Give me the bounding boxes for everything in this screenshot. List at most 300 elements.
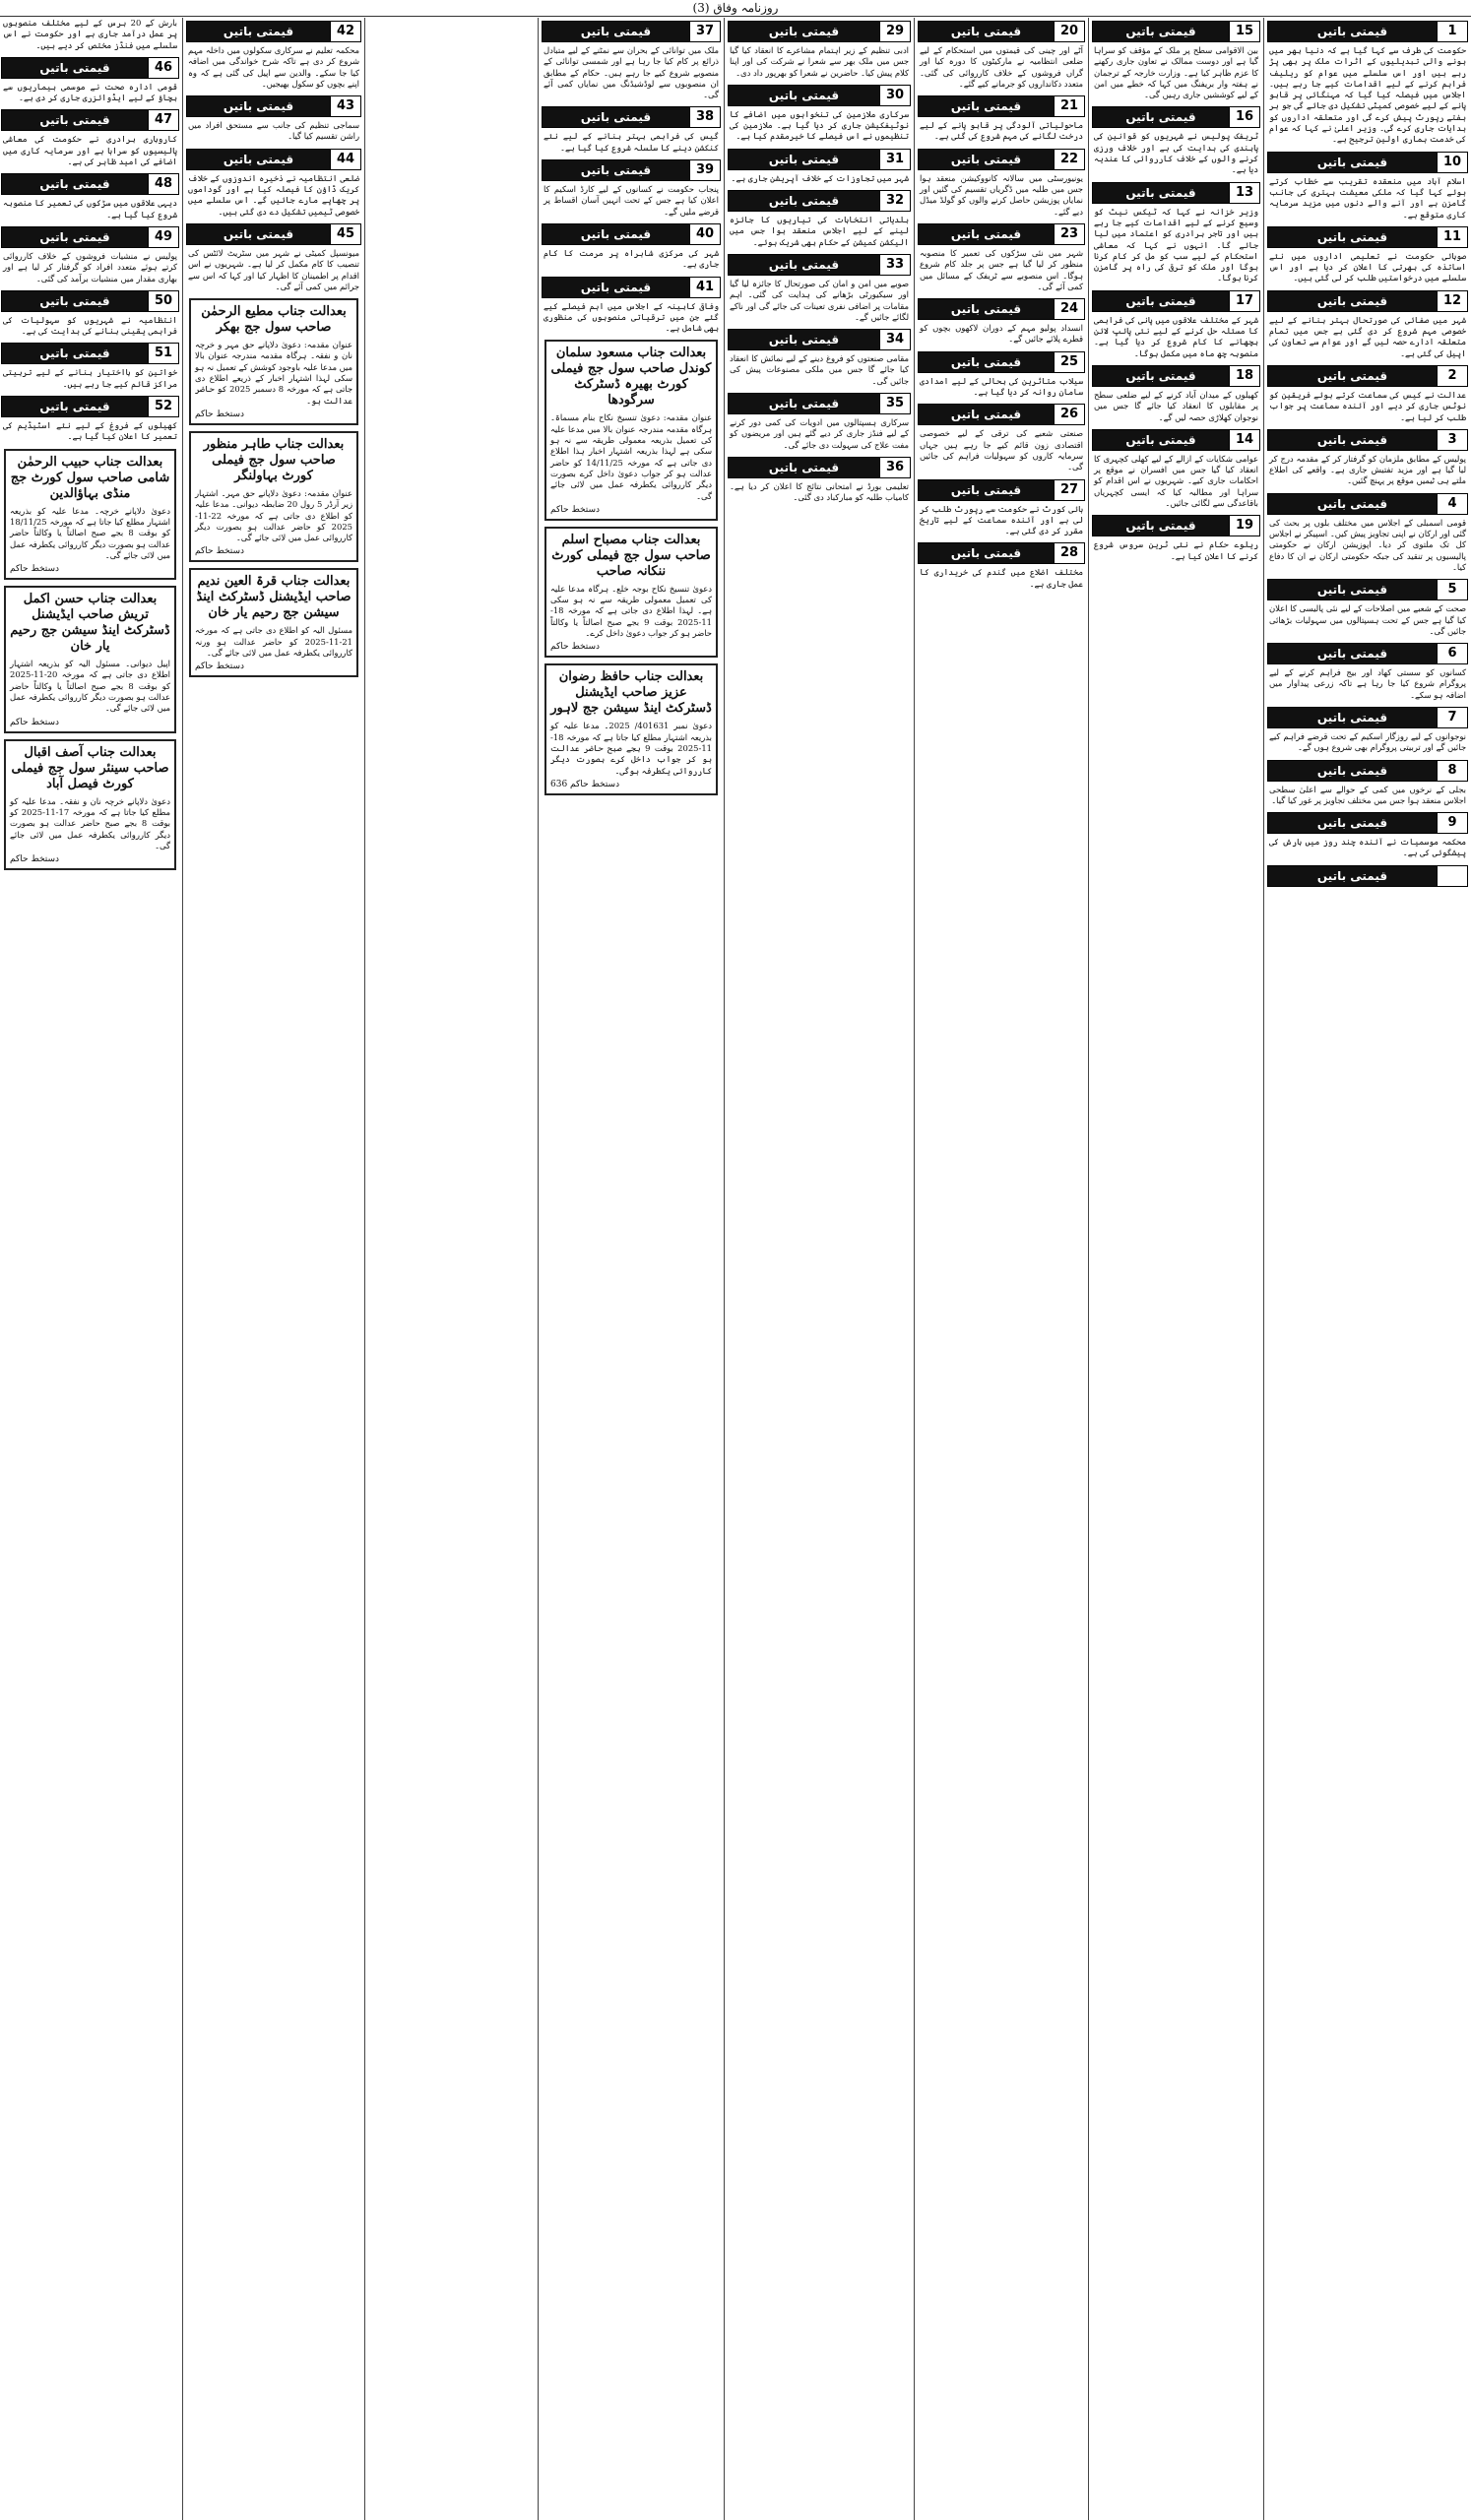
section-number: 15 bbox=[1229, 22, 1259, 41]
article bbox=[917, 21, 1086, 90]
article bbox=[917, 404, 1086, 472]
section-header bbox=[918, 542, 1085, 564]
court-notice-signature: دستخط حاکم bbox=[195, 546, 245, 557]
court-notice-title: بعدالت جناب قرۃ العین ندیم صاحب ایڈیشنل ڈسٹرکٹ اینڈ سیشن جج رحیم یار خان bbox=[196, 574, 352, 621]
article bbox=[185, 223, 362, 292]
section-header bbox=[1092, 21, 1260, 42]
column-1 bbox=[1266, 18, 1469, 2518]
section-header bbox=[1092, 290, 1260, 312]
section-number: 36 bbox=[879, 458, 910, 477]
section-number: 19 bbox=[1229, 516, 1259, 536]
section-header bbox=[1, 396, 179, 417]
section-header bbox=[1267, 812, 1468, 834]
section-header bbox=[1267, 152, 1468, 173]
article-text: صنعتی شعبے کی ترقی کے لیے خصوصی اقتصادی زون قائم کیے جا رہے ہیں جہاں سرمایہ کاروں کو سہولیات فراہم کی جائیں گی۔ bbox=[920, 428, 1083, 472]
court-notice bbox=[4, 739, 176, 870]
column-5 bbox=[541, 18, 722, 2518]
section-number: 28 bbox=[1054, 543, 1084, 563]
court-notice bbox=[544, 527, 718, 658]
section-header bbox=[1267, 760, 1468, 782]
section-label: قیمتی باتیں bbox=[1093, 291, 1229, 311]
article-text: سرکاری ہسپتالوں میں ادویات کی کمی دور کرنے کے لیے فنڈز جاری کر دیے گئے ہیں اور مریضوں کو مفت علاج کی سہولت دی جائے گی۔ bbox=[730, 417, 909, 450]
article-text: مختلف اضلاع میں گندم کی خریداری کا عمل جاری ہے۔ bbox=[920, 567, 1083, 589]
section-label: قیمتی باتیں bbox=[919, 352, 1054, 372]
article-text: صوبائی حکومت نے تعلیمی اداروں میں نئے اساتذہ کی بھرتی کا اعلان کر دیا ہے اور اس سلسلے میں درخواستیں طلب کر لی گئی ہیں۔ bbox=[1269, 250, 1466, 284]
section-number: 26 bbox=[1054, 405, 1084, 424]
section-header bbox=[1, 173, 179, 195]
article-text: صوبے میں امن و امان کی صورتحال کا جائزہ لیا گیا اور سیکیورٹی بڑھانے کی ہدایت کی گئی۔ اہم مقامات پر اضافی نفری تعینات کی جائے گی اور ناکے لگائے جائیں گے۔ bbox=[730, 278, 909, 322]
section-number: 20 bbox=[1054, 22, 1084, 41]
court-notice-signature: دستخط حاکم bbox=[10, 564, 60, 575]
article-text: بجلی کے نرخوں میں کمی کے حوالے سے اعلیٰ سطحی اجلاس منعقد ہوا جس میں مختلف تجاویز پر غور کیا گیا۔ bbox=[1269, 784, 1466, 805]
section-header bbox=[1, 57, 179, 79]
column-rule bbox=[914, 18, 915, 2520]
section-header bbox=[728, 85, 911, 106]
article-text: پولیس نے منشیات فروشوں کے خلاف کارروائی کرتے ہوئے متعدد افراد کو گرفتار کر لیا ہے اور بھاری مقدار میں منشیات برآمد کی گئی۔ bbox=[3, 250, 177, 284]
section-header bbox=[1267, 643, 1468, 664]
section-label: قیمتی باتیں bbox=[729, 394, 879, 413]
article bbox=[1266, 493, 1469, 573]
article-text: ضلعی انتظامیہ نے ذخیرہ اندوزوں کے خلاف کریک ڈاؤن کا فیصلہ کیا ہے اور گوداموں پر چھاپے مارے جائیں گے۔ اس سلسلے میں خصوصی ٹیمیں تشکیل دے دی گئی ہیں۔ bbox=[188, 172, 359, 217]
section-number: 31 bbox=[879, 150, 910, 169]
article bbox=[185, 21, 362, 90]
section-number: 32 bbox=[879, 191, 910, 211]
article-text: شہر میں نئی سڑکوں کی تعمیر کا منصوبہ منظور کر لیا گیا ہے جس پر جلد کام شروع ہوگا۔ اس منصوبے سے ٹریفک کے مسائل میں کمی آئے گی۔ bbox=[920, 247, 1083, 291]
article-text: سرکاری ملازمین کی تنخواہوں میں اضافے کا نوٹیفکیشن جاری کر دیا گیا ہے۔ ملازمین کی تنظیموں نے اس فیصلے کا خیرمقدم کیا ہے۔ bbox=[730, 108, 909, 142]
article bbox=[1266, 643, 1469, 701]
section-label: قیمتی باتیں bbox=[919, 150, 1054, 169]
article-text: وفاقی کابینہ کے اجلاس میں اہم فیصلے کیے گئے جن میں ترقیاتی منصوبوں کی منظوری بھی شامل ہے۔ bbox=[544, 300, 719, 334]
article-text: محکمہ موسمیات نے آئندہ چند روز میں بارش کی پیشگوئی کی ہے۔ bbox=[1269, 837, 1466, 858]
article bbox=[0, 396, 180, 443]
article bbox=[917, 223, 1086, 292]
column-rule bbox=[724, 18, 725, 2520]
section-header bbox=[1267, 290, 1468, 312]
article-text: قومی اسمبلی کے اجلاس میں مختلف بلوں پر بحث کی گئی اور ارکان نے اپنی تجاویز پیش کیں۔ اسپیکر نے اجلاس کل تک ملتوی کر دیا۔ اپوزیشن ارکان نے حکومتی پالیسیوں پر تنقید کی جبکہ حکومتی ارکان نے ان کا دفاع کیا۔ bbox=[1269, 517, 1466, 572]
section-header bbox=[918, 298, 1085, 320]
article bbox=[185, 95, 362, 143]
article-text: محکمہ تعلیم نے سرکاری سکولوں میں داخلہ مہم شروع کر دی ہے تاکہ شرح خواندگی میں اضافہ کیا جا سکے۔ والدین سے اپیل کی گئی ہے کہ وہ اپنے بچوں کو سکول بھیجیں۔ bbox=[188, 45, 359, 89]
section-number: 13 bbox=[1229, 183, 1259, 203]
section-number: 27 bbox=[1054, 480, 1084, 500]
column-rule bbox=[364, 18, 365, 2520]
article bbox=[1091, 21, 1261, 100]
article-text: شہر میں صفائی کی صورتحال بہتر بنانے کے لیے خصوصی مہم شروع کر دی گئی ہے جس میں تمام متعلقہ ادارے حصہ لیں گے اور عوام سے تعاون کی اپیل کی گئی ہے۔ bbox=[1269, 314, 1466, 358]
article-text: بارش کے 20 برس کے لیے مختلف منصوبوں پر عمل درآمد جاری ہے اور حکومت نے اس سلسلے میں فنڈز مختص کر دیے ہیں۔ bbox=[3, 18, 177, 50]
section-label: قیمتی باتیں bbox=[1268, 580, 1437, 599]
article-text: صحت کے شعبے میں اصلاحات کے لیے نئی پالیسی کا اعلان کیا گیا ہے جس کے تحت ہسپتالوں میں سہولیات بڑھائی جائیں گی۔ bbox=[1269, 603, 1466, 636]
article bbox=[541, 106, 722, 154]
court-notice bbox=[544, 663, 718, 794]
section-label: قیمتی باتیں bbox=[919, 480, 1054, 500]
article-text: ٹریفک پولیس نے شہریوں کو قوانین کی پابندی کی ہدایت کی ہے اور خلاف ورزی کرنے والوں کے خلاف کارروائی کا عندیہ دیا ہے۔ bbox=[1094, 131, 1258, 175]
section-label: قیمتی باتیں bbox=[2, 344, 148, 363]
court-notice-signature: دستخط حاکم bbox=[10, 717, 60, 727]
section-header bbox=[1267, 21, 1468, 42]
section-label: قیمتی باتیں bbox=[1268, 227, 1437, 247]
section-header bbox=[728, 149, 911, 170]
section-number: 33 bbox=[879, 255, 910, 275]
article-text: اسلام آباد میں منعقدہ تقریب سے خطاب کرتے ہوئے کہا گیا کہ ملکی معیشت بہتری کی جانب گامزن ہے اور آنے والے دنوں میں مزید سرمایہ کاری متوقع ہے۔ bbox=[1269, 175, 1466, 220]
article-text: ملک میں توانائی کے بحران سے نمٹنے کے لیے متبادل ذرائع پر کام کیا جا رہا ہے اور شمسی توانائی کے منصوبے شروع کیے جا رہے ہیں۔ حکام کے مطابق ان منصوبوں سے لوڈشیڈنگ میں نمایاں کمی آئے گی۔ bbox=[544, 45, 719, 100]
article-text: کسانوں کو سستی کھاد اور بیج فراہم کرنے کے لیے پروگرام شروع کیا جا رہا ہے تاکہ زرعی پیداوار میں اضافہ ہو سکے۔ bbox=[1269, 667, 1466, 700]
section-number: 30 bbox=[879, 86, 910, 105]
article-text: پنجاب حکومت نے کسانوں کے لیے کارڈ اسکیم کا اعلان کیا ہے جس کے تحت انہیں آسان اقساط پر قرضے ملیں گے۔ bbox=[544, 184, 719, 217]
court-notice bbox=[189, 568, 358, 677]
article bbox=[1266, 152, 1469, 220]
column-2 bbox=[1091, 18, 1261, 2518]
article-text: یونیورسٹی میں سالانہ کانووکیشن منعقد ہوا جس میں طلبہ میں ڈگریاں تقسیم کی گئیں اور نمایاں پوزیشن حاصل کرنے والوں کو گولڈ میڈل دیے گئے۔ bbox=[920, 172, 1083, 217]
article-text: کھیلوں کے میدان آباد کرنے کے لیے ضلعی سطح پر مقابلوں کا انعقاد کیا جائے گا جس میں نوجوان کھلاڑی حصہ لیں گے۔ bbox=[1094, 389, 1258, 422]
section-number: 4 bbox=[1437, 494, 1467, 514]
section-header bbox=[918, 404, 1085, 425]
article bbox=[727, 457, 912, 504]
section-label: قیمتی باتیں bbox=[919, 22, 1054, 41]
court-notice-body: دعویٰ نمبر 401631/ 2025۔ مدعا علیہ کو بذریعہ اشتہار مطلع کیا جاتا ہے کہ مورخہ 18-11-2025 بوقت 9 بجے صبح حاضر عدالت ہو کر جواب داخل کرے بصورت دیگر کارروائی یکطرفہ ہوگی۔ bbox=[550, 721, 712, 776]
section-number: 39 bbox=[689, 160, 720, 180]
section-label: قیمتی باتیں bbox=[1268, 708, 1437, 727]
section-header bbox=[1267, 365, 1468, 387]
section-label: قیمتی باتیں bbox=[1268, 291, 1437, 311]
section-label: قیمتی باتیں bbox=[919, 224, 1054, 244]
article-text: ہائی کورٹ نے حکومت سے رپورٹ طلب کر لی ہے اور آئندہ سماعت کے لیے تاریخ مقرر کر دی گئی ہے۔ bbox=[920, 503, 1083, 536]
article-text: شہر کے مختلف علاقوں میں پانی کی فراہمی کا مسئلہ حل کرنے کے لیے نئی پائپ لائن بچھانے کا کام شروع کر دیا گیا ہے۔ منصوبہ چھ ماہ میں مکمل ہوگا۔ bbox=[1094, 314, 1258, 358]
section-number: 8 bbox=[1437, 761, 1467, 781]
section-number: 50 bbox=[148, 291, 178, 311]
section-header bbox=[186, 95, 361, 117]
section-header bbox=[1, 290, 179, 312]
section-number: 18 bbox=[1229, 366, 1259, 386]
section-number: 29 bbox=[879, 22, 910, 41]
section-label: قیمتی باتیں bbox=[919, 96, 1054, 116]
section-number: 37 bbox=[689, 22, 720, 41]
article bbox=[727, 85, 912, 143]
article bbox=[0, 57, 180, 104]
section-label: قیمتی باتیں bbox=[1093, 366, 1229, 386]
article bbox=[917, 95, 1086, 143]
article bbox=[0, 109, 180, 167]
article bbox=[1091, 515, 1261, 562]
article bbox=[917, 542, 1086, 590]
article bbox=[727, 393, 912, 451]
column-rule bbox=[538, 18, 539, 2520]
court-notice-signature: دستخط حاکم 636 bbox=[550, 779, 620, 789]
article bbox=[1091, 429, 1261, 509]
section-label: قیمتی باتیں bbox=[1093, 430, 1229, 450]
section-header bbox=[542, 21, 721, 42]
section-number: 7 bbox=[1437, 708, 1467, 727]
section-header bbox=[1092, 106, 1260, 128]
article bbox=[727, 149, 912, 184]
section-header bbox=[1267, 865, 1468, 887]
section-header bbox=[728, 190, 911, 212]
section-label: قیمتی باتیں bbox=[729, 22, 879, 41]
article-text: مقامی صنعتوں کو فروغ دینے کے لیے نمائش کا انعقاد کیا جائے گا جس میں ملکی مصنوعات پیش کی جائیں گی۔ bbox=[730, 353, 909, 386]
section-label: قیمتی باتیں bbox=[543, 22, 689, 41]
section-header bbox=[1, 343, 179, 364]
court-notice bbox=[4, 586, 176, 732]
section-number: 48 bbox=[148, 174, 178, 194]
court-notice-body: اپیل دیوانی۔ مسئول الیہ کو بذریعہ اشتہار اطلاع دی جاتی ہے کہ مورخہ 20-11-2025 کو بوقت 8 بجے صبح اصالتاً یا وکالتاً حاضر عدالت ہو بصورت دیگر کارروائی یکطرفہ عمل میں لائی جائے گی۔ bbox=[10, 659, 170, 714]
section-header bbox=[918, 479, 1085, 501]
article bbox=[1266, 290, 1469, 359]
section-label: قیمتی باتیں bbox=[2, 174, 148, 194]
section-header bbox=[186, 21, 361, 42]
section-label: قیمتی باتیں bbox=[1093, 107, 1229, 127]
article bbox=[1091, 182, 1261, 284]
section-header bbox=[1267, 707, 1468, 728]
article-text: سیلاب متاثرین کی بحالی کے لیے امدادی سامان روانہ کر دیا گیا ہے۔ bbox=[920, 375, 1083, 398]
article bbox=[1266, 707, 1469, 754]
section-label: قیمتی باتیں bbox=[1268, 22, 1437, 41]
section-header bbox=[186, 223, 361, 245]
section-number: 38 bbox=[689, 107, 720, 127]
article bbox=[1266, 429, 1469, 487]
section-label: قیمتی باتیں bbox=[2, 227, 148, 247]
section-number: 40 bbox=[689, 224, 720, 244]
section-number: 6 bbox=[1437, 644, 1467, 663]
article bbox=[727, 190, 912, 248]
section-header bbox=[728, 457, 911, 478]
court-notice-body: عنوان مقدمہ: دعویٰ تنسیخ نکاح بنام مسماۃ۔ ہرگاہ مقدمہ مندرجہ عنوان بالا میں مدعا علیہ کی تعمیل بذریعہ معمولی طریقہ سے نہ ہو سکی ہے لہذا بذریعہ اشتہار اخبار ہذا اطلاع دی جاتی ہے کہ مورخہ 14/11/25 کو حاضر عدالت ہو کر جواب دعویٰ داخل کرے بصورت دیگر کارروائی یکطرفہ عمل میں لائی جائے گی۔ bbox=[550, 412, 712, 501]
section-header bbox=[918, 21, 1085, 42]
section-header bbox=[1267, 493, 1468, 515]
court-notice-title: بعدالت جناب حسن اکمل تریش صاحب ایڈیشنل ڈسٹرکٹ اینڈ سیشن جج رحیم یار خان bbox=[10, 592, 170, 655]
article bbox=[0, 343, 180, 390]
article-text: وزیر خزانہ نے کہا کہ ٹیکس نیٹ کو وسیع کرنے کے لیے اقدامات کیے جا رہے ہیں اور تاجر برادری کو اعتماد میں لیا جائے گا۔ انہوں نے کہا کہ معاشی استحکام کے لیے سب کو مل کر کام کرنا ہوگا اور ملک کو ترقی کی راہ پر گامزن کرنا ہوگا۔ bbox=[1094, 206, 1258, 284]
article-text: شہر کی مرکزی شاہراہ پر مرمت کا کام جاری ہے۔ bbox=[544, 247, 719, 270]
section-label: قیمتی باتیں bbox=[919, 405, 1054, 424]
section-number: 16 bbox=[1229, 107, 1259, 127]
section-number: 11 bbox=[1437, 227, 1467, 247]
section-label: قیمتی باتیں bbox=[1093, 183, 1229, 203]
section-number: 49 bbox=[148, 227, 178, 247]
section-label: قیمتی باتیں bbox=[2, 291, 148, 311]
section-header bbox=[1267, 429, 1468, 451]
section-number: 44 bbox=[330, 150, 360, 169]
article bbox=[1266, 812, 1469, 859]
section-number: 21 bbox=[1054, 96, 1084, 116]
court-notice-body: دعویٰ دلاپانے خرچہ نان و نفقہ۔ مدعا علیہ کو مطلع کیا جاتا ہے کہ مورخہ 17-11-2025 کو بوقت 8 بجے صبح حاضر عدالت ہو بصورت دیگر کارروائی یکطرفہ عمل میں لائی جائے گی۔ bbox=[10, 795, 171, 850]
section-header bbox=[1092, 429, 1260, 451]
section-header bbox=[728, 329, 911, 350]
section-header bbox=[1, 109, 179, 131]
article bbox=[917, 298, 1086, 346]
section-header bbox=[918, 223, 1085, 245]
column-rule bbox=[1263, 18, 1264, 2520]
article-text: میونسپل کمیٹی نے شہر میں سٹریٹ لائٹس کی تنصیب کا کام مکمل کر لیا ہے۔ شہریوں نے اس اقدام پر اطمینان کا اظہار کیا اور کہا کہ اس سے جرائم میں کمی آئے گی۔ bbox=[188, 247, 359, 291]
section-header bbox=[542, 277, 721, 298]
section-label: قیمتی باتیں bbox=[1268, 813, 1437, 833]
court-notice-body: دعویٰ تنسیخ نکاح بوجہ خلع۔ ہرگاہ مدعا علیہ کی تعمیل معمولی طریقہ سے نہ ہو سکی ہے۔ لہذا اطلاع دی جاتی ہے کہ مورخہ 18-11-2025 بوقت 9 بجے صبح اصالتاً یا وکالتاً حاضر ہو کر جواب دعویٰ داخل کرے۔ bbox=[550, 583, 712, 639]
article bbox=[0, 290, 180, 338]
section-label: قیمتی باتیں bbox=[1268, 866, 1437, 886]
section-header bbox=[1092, 182, 1260, 204]
section-number: 17 bbox=[1229, 291, 1259, 311]
court-notice bbox=[189, 431, 358, 562]
section-number: 52 bbox=[148, 397, 178, 416]
column-rule bbox=[182, 18, 183, 2520]
section-header bbox=[542, 159, 721, 181]
section-label: قیمتی باتیں bbox=[187, 22, 330, 41]
article bbox=[727, 254, 912, 323]
section-label: قیمتی باتیں bbox=[729, 458, 879, 477]
section-label: قیمتی باتیں bbox=[2, 58, 148, 78]
section-header bbox=[542, 106, 721, 128]
article bbox=[0, 226, 180, 284]
section-label: قیمتی باتیں bbox=[919, 543, 1054, 563]
section-number: 41 bbox=[689, 278, 720, 297]
court-notice bbox=[544, 340, 718, 520]
article bbox=[1266, 365, 1469, 423]
section-number: 24 bbox=[1054, 299, 1084, 319]
column-4 bbox=[727, 18, 912, 2518]
article-text: انتظامیہ نے شہریوں کو سہولیات کی فراہمی یقینی بنانے کی ہدایت کی ہے۔ bbox=[3, 314, 177, 337]
article-text: نوجوانوں کے لیے روزگار اسکیم کے تحت قرضے فراہم کیے جائیں گے اور تربیتی پروگرام بھی شروع ہوں گے۔ bbox=[1269, 730, 1466, 753]
section-label: قیمتی باتیں bbox=[729, 255, 879, 275]
section-number: 10 bbox=[1437, 153, 1467, 172]
section-number: 25 bbox=[1054, 352, 1084, 372]
article-text: شہر میں تجاوزات کے خلاف آپریشن جاری ہے۔ bbox=[731, 172, 909, 183]
section-label: قیمتی باتیں bbox=[2, 110, 148, 130]
section-header bbox=[728, 254, 911, 276]
article bbox=[0, 173, 180, 220]
article-text: پولیس کے مطابق ملزمان کو گرفتار کر کے مقدمہ درج کر لیا گیا ہے اور مزید تفتیش جاری ہے۔ واقعے کی اطلاع ملتے ہی ٹیمیں موقع پر پہنچ گئیں۔ bbox=[1269, 453, 1466, 486]
article-text: ماحولیاتی آلودگی پر قابو پانے کے لیے درخت لگانے کی مہم شروع کی گئی ہے۔ bbox=[920, 120, 1083, 142]
column-3 bbox=[917, 18, 1086, 2518]
court-notice-title: بعدالت جناب مطیع الرحمٰن صاحب سول جج بھکر bbox=[201, 304, 347, 336]
court-notice-signature: دستخط حاکم bbox=[550, 642, 601, 653]
court-notice-title: بعدالت جناب مسعود سلمان کوندل صاحب سول جج فیملی کورٹ بھیرہ ڈسٹرکٹ سرگودھا bbox=[550, 346, 712, 409]
article-text: خواتین کو بااختیار بنانے کے لیے تربیتی مراکز قائم کیے جا رہے ہیں۔ bbox=[3, 367, 177, 389]
section-number: 3 bbox=[1437, 430, 1467, 450]
article-text: بلدیاتی انتخابات کی تیاریوں کا جائزہ لینے کے لیے اجلاس منعقد ہوا جس میں الیکشن کمیشن کے حکام بھی شریک ہوئے۔ bbox=[730, 215, 909, 247]
section-label: قیمتی باتیں bbox=[1268, 494, 1437, 514]
court-notice-title: بعدالت جناب طاہر منظور صاحب سول جج فیملی کورٹ بہاولنگر bbox=[203, 436, 345, 483]
article-text: حکومت کی طرف سے کہا گیا ہے کہ دنیا بھر میں ہونے والی تبدیلیوں کے اثرات ملک پر بھی پڑ رہے ہیں اور اس سلسلے میں عوام کو ریلیف فراہم کرنے کے لیے اقدامات کیے جا رہے ہیں۔ اجلاس میں فیصلہ کیا گیا کہ مہنگائی پر قابو پانے کے لیے خصوصی کمیٹی تشکیل دی جائے گی جو ہر ہفتے رپورٹ پیش کرے گی اور متعلقہ اداروں کو ہدایات جاری کرے گی۔ وزیر اعلیٰ نے کہا کہ عوام کی خدمت ہماری اولین ترجیح ہے۔ bbox=[1269, 45, 1466, 145]
section-label: قیمتی باتیں bbox=[1093, 22, 1229, 41]
section-label: قیمتی باتیں bbox=[187, 150, 330, 169]
article-text: آٹے اور چینی کی قیمتوں میں استحکام کے لیے ضلعی انتظامیہ نے مارکیٹوں کا دورہ کیا اور گراں فروشوں کے خلاف کارروائی کی گئی۔ متعدد دکانداروں کو جرمانے کیے گئے۔ bbox=[920, 45, 1083, 89]
page-title: روزنامہ وفاق (3) bbox=[692, 1, 779, 15]
section-number: 47 bbox=[148, 110, 178, 130]
section-number: 12 bbox=[1437, 291, 1467, 311]
court-notice-body: عنوان مقدمہ: دعویٰ دلاپانے حق مہر و خرچہ نان و نفقہ۔ ہرگاہ مقدمہ مندرجہ عنوان بالا میں مدعا علیہ باوجود کوشش کے تعمیل نہ ہو سکی لہذا اشتہار اخبار کے ذریعے اطلاع دی جاتی ہے کہ مورخہ 8 دسمبر 2025 کو حاضر عدالت ہو۔ bbox=[195, 340, 353, 406]
section-header bbox=[1267, 226, 1468, 248]
column-6 bbox=[185, 18, 362, 2518]
section-header bbox=[728, 21, 911, 42]
article bbox=[727, 21, 912, 79]
section-number: 42 bbox=[330, 22, 360, 41]
column-7 bbox=[0, 18, 180, 2518]
section-label: قیمتی باتیں bbox=[1093, 516, 1229, 536]
article bbox=[1266, 865, 1469, 887]
court-notice-signature: دستخط حاکم bbox=[10, 854, 60, 865]
section-number: 46 bbox=[148, 58, 178, 78]
section-number: 35 bbox=[879, 394, 910, 413]
article bbox=[541, 277, 722, 335]
section-number: 2 bbox=[1437, 366, 1467, 386]
article-text: ریلوے حکام نے نئی ٹرین سروس شروع کرنے کا اعلان کیا ہے۔ bbox=[1094, 539, 1258, 561]
section-header bbox=[918, 351, 1085, 373]
article-text: بین الاقوامی سطح پر ملک کے مؤقف کو سراہا گیا ہے اور دوست ممالک نے تعاون جاری رکھنے کا عزم ظاہر کیا ہے۔ وزارت خارجہ کے ترجمان نے ہفتہ وار بریفنگ میں کہا کہ خطے میں امن کے لیے کوششیں جاری رہیں گی۔ bbox=[1094, 45, 1258, 100]
article bbox=[1091, 290, 1261, 359]
section-header bbox=[186, 149, 361, 170]
article bbox=[0, 18, 180, 51]
court-notice-title: بعدالت جناب حبیب الرحمٰن شامی صاحب سول کورٹ جج منڈی بہاؤالدین bbox=[10, 454, 170, 501]
article-text: عوامی شکایات کے ازالے کے لیے کھلی کچہری کا انعقاد کیا گیا جس میں افسران نے موقع پر احکامات جاری کیے۔ شہریوں نے اس اقدام کو سراہا اور مطالبہ کیا کہ ایسی کچہریاں باقاعدگی سے لگائی جائیں۔ bbox=[1094, 453, 1258, 509]
court-notice-signature: دستخط حاکم bbox=[195, 409, 245, 419]
court-notice bbox=[4, 449, 176, 580]
section-number: 34 bbox=[879, 330, 910, 349]
section-number: 1 bbox=[1437, 22, 1467, 41]
masthead bbox=[0, 0, 1471, 17]
article bbox=[1266, 21, 1469, 146]
court-notice-title: بعدالت جناب آصف اقبال صاحب سینئر سول جج فیملی کورٹ فیصل آباد bbox=[11, 744, 169, 791]
article-text: گیس کی فراہمی بہتر بنانے کے لیے نئے کنکشن دینے کا سلسلہ شروع کیا گیا ہے۔ bbox=[544, 131, 719, 153]
article bbox=[917, 351, 1086, 399]
court-notice-body: دعویٰ دلاپانے خرچہ۔ مدعا علیہ کو بذریعہ اشتہار مطلع کیا جاتا ہے کہ مورخہ 18/11/25 کو بوقت 8 بجے صبح اصالتاً یا وکالتاً حاضر عدالت ہو بصورت دیگر کارروائی یکطرفہ عمل میں لائی جائے گی۔ bbox=[10, 505, 170, 560]
section-label: قیمتی باتیں bbox=[2, 397, 148, 416]
section-label: قیمتی باتیں bbox=[729, 86, 879, 105]
section-header bbox=[918, 95, 1085, 117]
section-label: قیمتی باتیں bbox=[729, 191, 879, 211]
section-number: 9 bbox=[1437, 813, 1467, 833]
section-label: قیمتی باتیں bbox=[543, 160, 689, 180]
section-label: قیمتی باتیں bbox=[729, 150, 879, 169]
article-text: تعلیمی بورڈ نے امتحانی نتائج کا اعلان کر دیا ہے۔ کامیاب طلبہ کو مبارکباد دی گئی۔ bbox=[730, 480, 909, 503]
section-header bbox=[1092, 365, 1260, 387]
court-notice-signature: دستخط حاکم bbox=[550, 504, 601, 515]
section-number: 14 bbox=[1229, 430, 1259, 450]
article bbox=[1266, 579, 1469, 637]
section-number: 43 bbox=[330, 96, 360, 116]
article-text: سماجی تنظیم کی جانب سے مستحق افراد میں راشن تقسیم کیا گیا۔ bbox=[188, 120, 359, 142]
section-label: قیمتی باتیں bbox=[919, 299, 1054, 319]
court-notice-signature: دستخط حاکم bbox=[195, 662, 245, 672]
section-header bbox=[1267, 579, 1468, 600]
article bbox=[541, 21, 722, 100]
court-notice-title: بعدالت جناب مصباح اسلم صاحب سول جج فیملی کورٹ ننکانہ صاحب bbox=[551, 532, 711, 579]
section-header bbox=[728, 393, 911, 414]
section-label: قیمتی باتیں bbox=[543, 224, 689, 244]
section-header bbox=[542, 223, 721, 245]
section-header bbox=[1092, 515, 1260, 536]
article bbox=[1266, 760, 1469, 807]
article-text: کاروباری برادری نے حکومت کی معاشی پالیسیوں کو سراہا ہے اور سرمایہ کاری میں اضافے کی امید ظاہر کی ہے۔ bbox=[3, 134, 177, 167]
section-header bbox=[918, 149, 1085, 170]
section-header bbox=[1, 226, 179, 248]
article bbox=[1266, 226, 1469, 284]
article-text: دیہی علاقوں میں سڑکوں کی تعمیر کا منصوبہ شروع کیا گیا ہے۔ bbox=[3, 198, 177, 220]
court-notice-title: بعدالت جناب حافظ رضوان عزیز صاحب ایڈیشنل ڈسٹرکٹ اینڈ سیشن جج لاہور bbox=[550, 669, 712, 717]
article-text: کھیلوں کے فروغ کے لیے نئے اسٹیڈیم کی تعمیر کا اعلان کیا گیا ہے۔ bbox=[3, 420, 177, 442]
section-label: قیمتی باتیں bbox=[543, 107, 689, 127]
article bbox=[1091, 365, 1261, 423]
section-label: قیمتی باتیں bbox=[187, 96, 330, 116]
article-text: ادبی تنظیم کے زیر اہتمام مشاعرے کا انعقاد کیا گیا جس میں ملک بھر سے شعرا نے شرکت کی اور اپنا کلام پیش کیا۔ حاضرین نے شعرا کو بھرپور داد دی۔ bbox=[730, 45, 909, 78]
section-label: قیمتی باتیں bbox=[187, 224, 330, 244]
court-notice bbox=[189, 298, 358, 425]
article-text: قومی ادارہ صحت نے موسمی بیماریوں سے بچاؤ کے لیے ایڈوائزری جاری کر دی ہے۔ bbox=[3, 81, 177, 103]
article bbox=[185, 149, 362, 218]
section-label: قیمتی باتیں bbox=[543, 278, 689, 297]
article bbox=[917, 479, 1086, 537]
court-notice-body: مسئول الیہ کو اطلاع دی جاتی ہے کہ مورخہ 21-11-2025 کو حاضر عدالت ہو ورنہ کارروائی یکطرفہ عمل میں لائی جائے گی۔ bbox=[195, 625, 352, 659]
section-number: 5 bbox=[1437, 580, 1467, 599]
section-label: قیمتی باتیں bbox=[1268, 644, 1437, 663]
article bbox=[541, 223, 722, 271]
